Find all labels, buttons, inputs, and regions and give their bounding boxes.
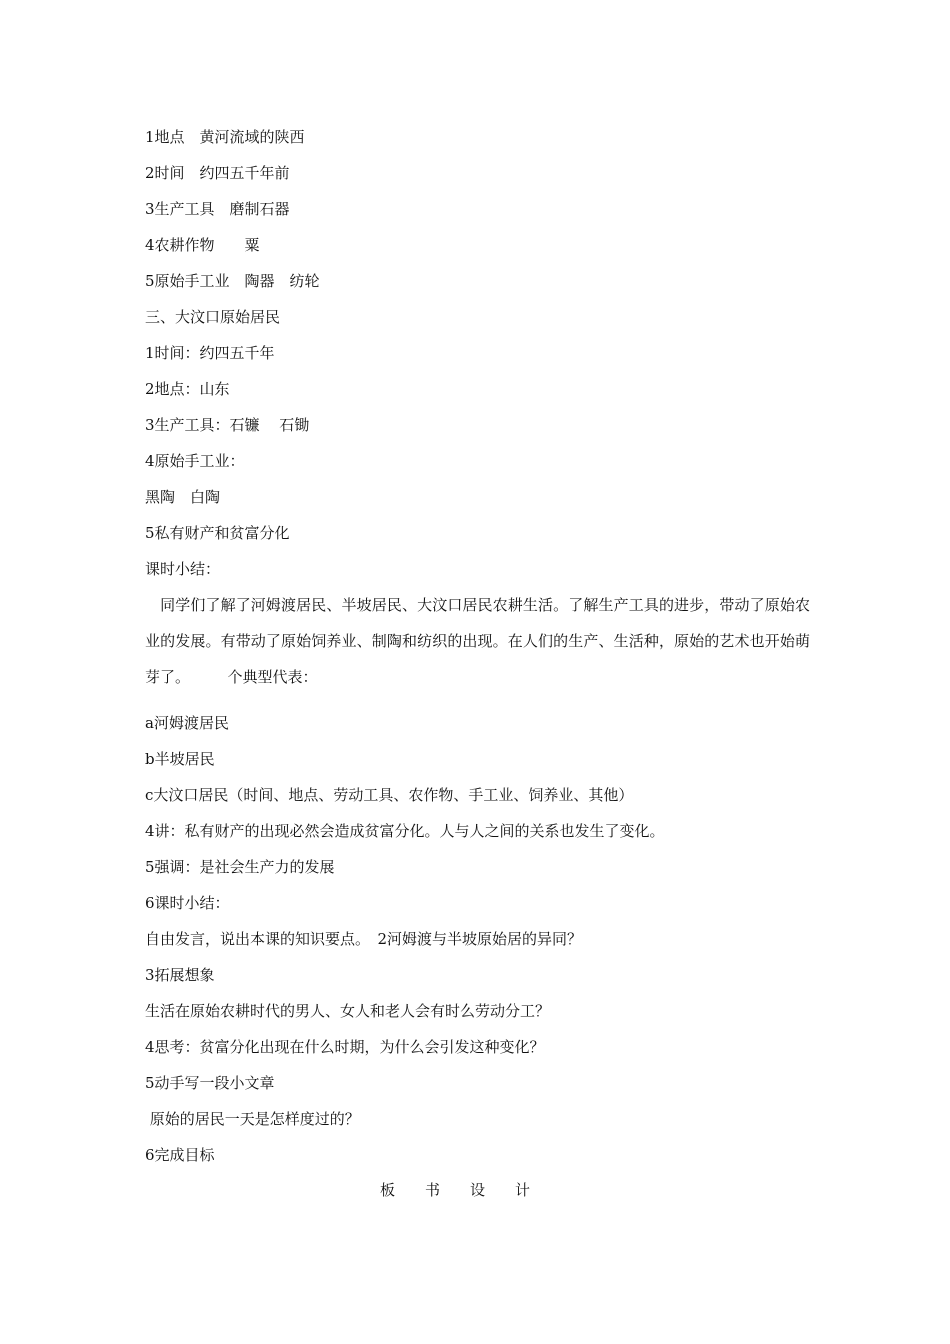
- text-line: a河姆渡居民: [145, 714, 229, 732]
- text-line: 3生产工具 磨制石器: [145, 200, 290, 218]
- summary-paragraph: 同学们了解了河姆渡居民、半坡居民、大汶口居民农耕生活。了解生产工具的进步，带动了原始农业的发展。有带动了原始饲养业、制陶和纺织的出现。在人们的生产、生活种，原始的艺术也开始萌芽了。 个典型代表：: [145, 596, 810, 686]
- text-line: 生活在原始农耕时代的男人、女人和老人会有时么劳动分工？: [145, 1002, 551, 1020]
- text-line: 5动手写一段小文章: [145, 1074, 275, 1092]
- text-line: 1时间：约四五千年: [145, 344, 275, 362]
- text-line: 1地点 黄河流域的陕西: [145, 128, 305, 146]
- text-line: 5强调：是社会生产力的发展: [145, 858, 335, 876]
- text-line: 6课时小结：: [145, 894, 230, 912]
- text-line: 黑陶 白陶: [145, 488, 221, 506]
- text-line: 原始的居民一天是怎样度过的？: [145, 1110, 360, 1128]
- section-heading: 三、大汶口原始居民: [145, 308, 281, 326]
- text-line: 5原始手工业 陶器 纺轮: [145, 272, 320, 290]
- text-line: 3拓展想象: [145, 966, 215, 984]
- board-design-title: 板 书 设 计: [380, 1181, 531, 1199]
- text-line: 4农耕作物 粟: [145, 236, 260, 254]
- text-line: 2地点：山东: [145, 380, 230, 398]
- text-line: 课时小结：: [145, 560, 221, 578]
- text-line: 4原始手工业：: [145, 452, 245, 470]
- text-line: 2时间 约四五千年前: [145, 164, 290, 182]
- text-line: 5私有财产和贫富分化: [145, 524, 290, 542]
- text-line: b半坡居民: [145, 750, 215, 768]
- text-line: 4思考：贫富分化出现在什么时期，为什么会引发这种变化？: [145, 1038, 545, 1056]
- text-line: 3生产工具：石镰 石锄: [145, 416, 310, 434]
- text-line: 自由发言，说出本课的知识要点。 2河姆渡与半坡原始居的异同？: [145, 930, 583, 948]
- text-line: c大汶口居民（时间、地点、劳动工具、农作物、手工业、饲养业、其他）: [145, 786, 634, 804]
- text-line: 4讲：私有财产的出现必然会造成贫富分化。人与人之间的关系也发生了变化。: [145, 822, 665, 840]
- text-line: 6完成目标: [145, 1146, 215, 1164]
